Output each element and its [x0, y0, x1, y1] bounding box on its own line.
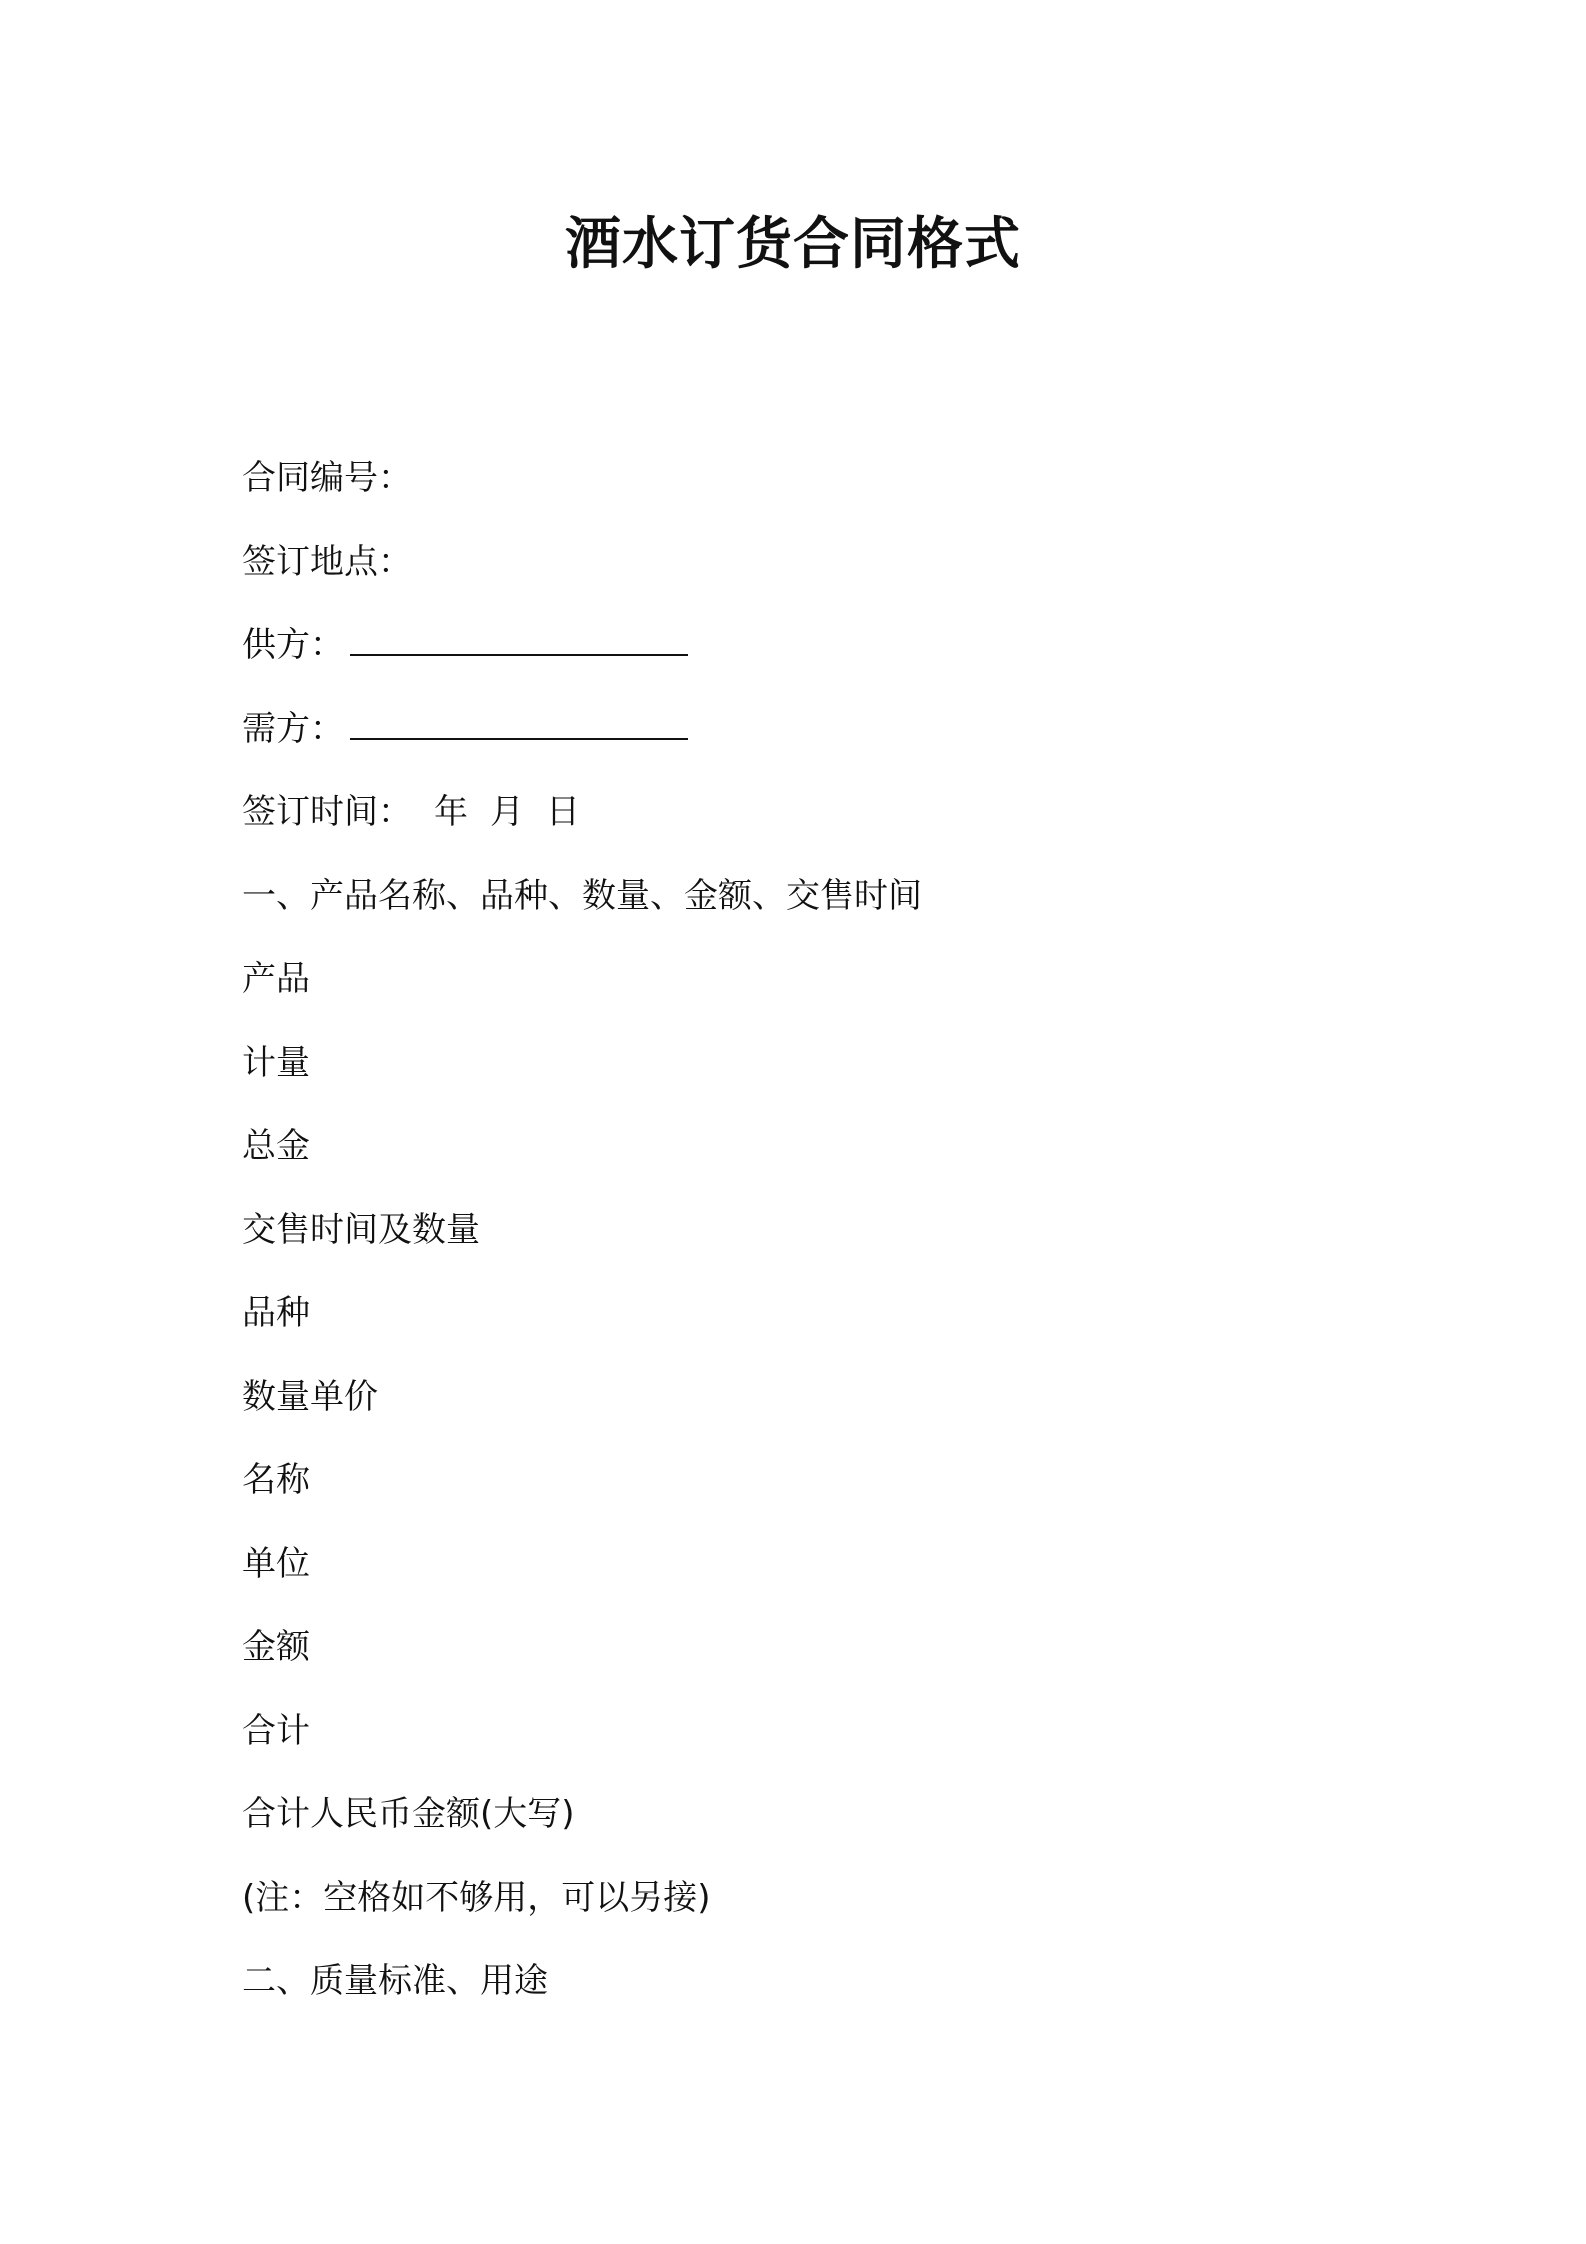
item-line: 计量: [242, 1042, 310, 1083]
item-line: 产品: [242, 959, 310, 999]
section-2-heading: 二、质量标准、用途: [242, 1961, 548, 2001]
document-title: 酒水订货合同格式: [565, 212, 1021, 277]
item-line: 总金: [242, 1126, 310, 1166]
day-label: 日: [546, 792, 580, 832]
item-line: 单位: [242, 1543, 310, 1584]
section-1-heading: 一、产品名称、品种、数量、金额、交售时间: [242, 875, 922, 916]
item-line: 名称: [242, 1460, 310, 1500]
item-line: 数量单价: [242, 1376, 378, 1417]
supplier-blank: [350, 618, 688, 656]
item-line: 金额: [242, 1627, 310, 1667]
buyer-blank: [350, 702, 688, 740]
supplier-line: [242, 615, 1342, 699]
sign-time-line: [242, 782, 1342, 866]
document-body: [242, 448, 1342, 2035]
buyer-label: 需方：: [242, 708, 344, 749]
item-line: 交售时间及数量: [242, 1209, 480, 1250]
supplier-label: 供方：: [242, 625, 344, 665]
contract-number-label: 合同编号：: [242, 458, 412, 498]
contract-number-line: [242, 448, 1342, 532]
item-line: 品种: [242, 1293, 310, 1333]
month-label: 月: [490, 792, 524, 832]
sign-place-label: 签订地点：: [242, 541, 412, 582]
sign-place-line: [242, 532, 1342, 616]
note-line: (注：空格如不够用，可以另接): [242, 1877, 711, 1918]
sign-time-label: 签订时间：: [242, 792, 412, 832]
buyer-line: [242, 699, 1342, 783]
item-line: 合计: [242, 1710, 310, 1751]
year-label: 年: [434, 792, 468, 832]
item-line: 合计人民币金额(大写): [242, 1794, 575, 1834]
